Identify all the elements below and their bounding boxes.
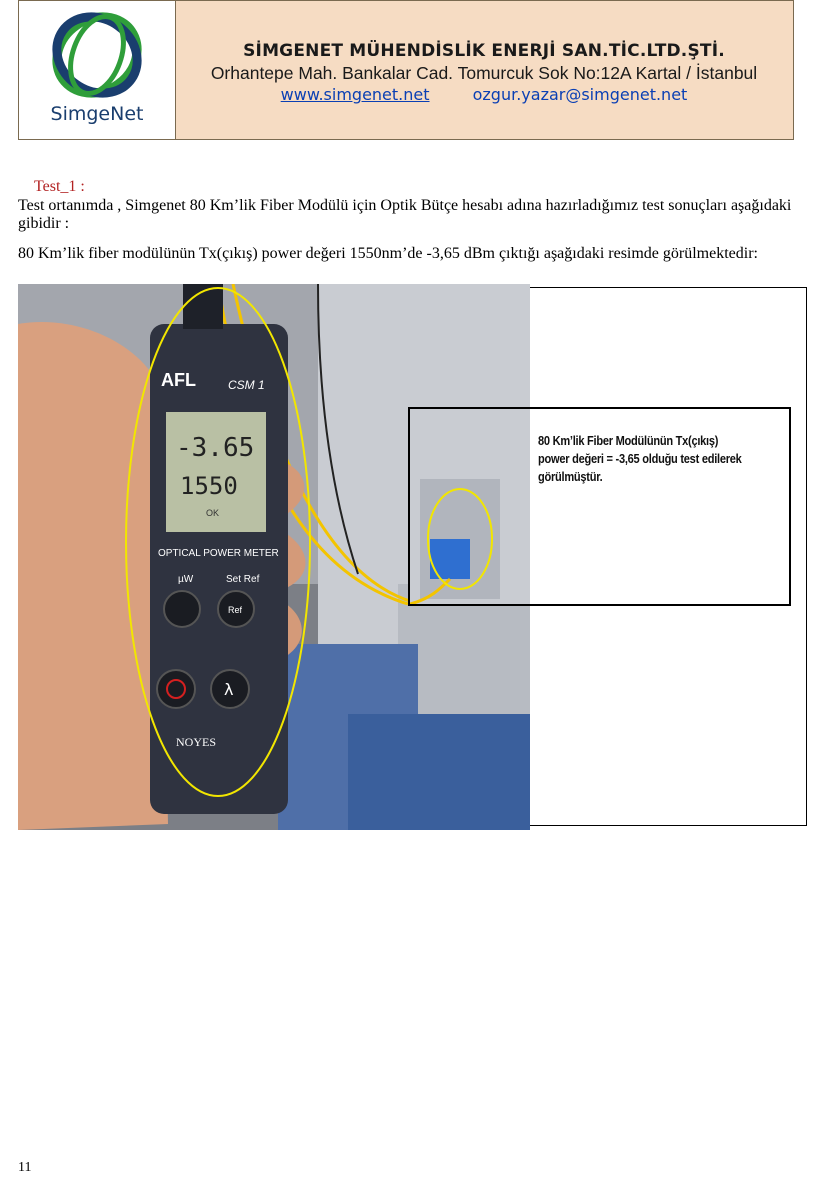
paragraph-result: 80 Km’lik fiber modülünün Tx(çıkış) power değeri 1550nm’de -3,65 dBm çıktığı aşağıdaki resimde görülmektedir: — [18, 245, 758, 262]
meter-model: CSM 1 — [228, 378, 265, 392]
document-header — [18, 0, 794, 140]
meter-reading: -3.65 — [176, 433, 255, 463]
callout-text: 80 Km’lik Fiber Modülünün Tx(çıkış) power değeri = -3,65 olduğu test edilerek görülmüştür. — [538, 433, 742, 484]
meter-brand: AFL — [161, 370, 196, 390]
company-name: SİMGENET MÜHENDİSLİK ENERJİ SAN.TİC.LTD.ŞTİ. — [243, 41, 725, 61]
btn-uw-label: µW — [178, 574, 194, 585]
meter-wavelength: 1550 — [180, 472, 238, 500]
logo-cell — [19, 1, 176, 139]
logo-text: SimgeNet — [50, 103, 144, 125]
btn-lambda-label: λ — [224, 680, 234, 699]
paragraph-intro: Test ortanımda , Simgenet 80 Km’lik Fiber Modülü için Optik Bütçe hesabı adına hazırladığımız test sonuçları aşağıdaki gibidir : — [18, 197, 792, 232]
meter-maker: NOYES — [176, 735, 217, 749]
meter-ok: OK — [206, 508, 220, 518]
email-link[interactable]: ozgur.yazar@simgenet.net — [472, 85, 688, 104]
website-link[interactable]: www.simgenet.net — [280, 85, 430, 104]
page-number: 11 — [18, 1160, 32, 1175]
connector-photo — [410, 409, 530, 604]
test-title: Test_1 : — [34, 178, 85, 195]
btn-setref-label: Set Ref — [226, 574, 260, 585]
company-info — [175, 41, 793, 104]
meter-label: OPTICAL POWER METER — [158, 548, 279, 559]
contact-links — [175, 85, 793, 104]
company-address: Orhantepe Mah. Bankalar Cad. Tomurcuk Sok No:12A Kartal / İstanbul — [210, 63, 758, 83]
simgenet-logo-icon — [47, 9, 147, 105]
btn-ref-label: Ref — [228, 605, 243, 615]
